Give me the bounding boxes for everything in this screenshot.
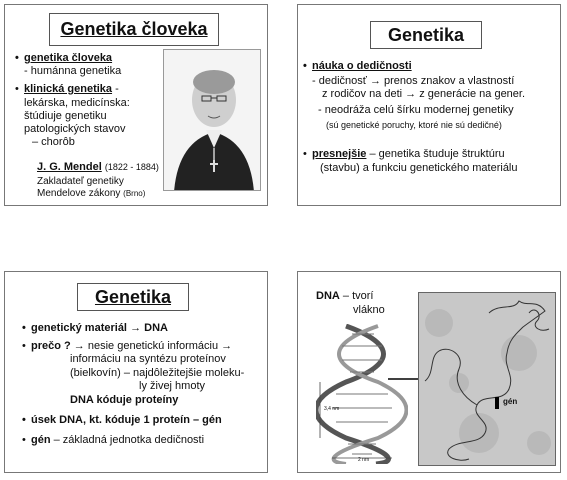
arrow-right-icon: → xyxy=(369,75,381,87)
mendel-name-line xyxy=(37,161,159,174)
item-gen xyxy=(31,434,204,447)
slide-title-text: Genetika človeka xyxy=(60,19,208,39)
arrow-right-icon: → xyxy=(130,322,142,334)
sub-dedicnost-text: prenos znakov a vlastností xyxy=(384,75,515,87)
klinicka-label: klinická genetika xyxy=(24,83,113,95)
arrow-right-icon: → xyxy=(73,340,85,352)
item-preco-line2: informáciu na syntézu proteínov xyxy=(70,353,226,365)
preco-text-a: nesie genetickú informáciu xyxy=(87,340,219,352)
item-preco-line4: ly živej hmoty xyxy=(139,380,206,392)
klinicka-line-2: štúdiuje genetiku xyxy=(24,110,107,122)
sub-dedicnost-line2 xyxy=(322,88,525,101)
item-preco-line5: DNA kóduje proteíny xyxy=(70,394,179,406)
item-usek-dna: • úsek DNA, kt. kóduje 1 proteín – gén xyxy=(31,414,222,427)
preco-bielkovin: (bielkovín) xyxy=(70,367,121,379)
gen-text: – základná jednotka dedičnosti xyxy=(50,434,205,446)
mendel-years: (1822 - 1884) xyxy=(104,162,159,172)
mendel-zakony: Mendelove zákony xyxy=(37,188,121,199)
slide-title xyxy=(77,283,189,311)
item-preco-line3 xyxy=(70,367,244,380)
geneticky-material-label: genetický materiál xyxy=(31,322,127,334)
sub-dedicnost-label: - dedičnosť xyxy=(312,75,367,87)
dna-label: DNA xyxy=(144,322,168,334)
sub-neodraza: - neodráža celú šírku modernej genetiky xyxy=(318,104,514,116)
item-genetika-cloveka: • genetika človeka xyxy=(24,52,112,65)
item-nauka: • náuka o dedičnosti xyxy=(312,60,412,73)
dna-caption-text: – tvorí xyxy=(339,290,374,302)
presnejsie-label: presnejšie xyxy=(312,148,367,160)
sub-poruchy: (sú genetické poruchy, ktoré nie sú dedičné) xyxy=(326,120,502,130)
klinicka-line-3: patologických stavov xyxy=(24,123,126,135)
slide-4 xyxy=(297,271,561,473)
gen-marker-label: gén xyxy=(503,397,518,406)
slide-1 xyxy=(4,4,268,206)
item-geneticky-material xyxy=(31,322,168,335)
presnejsie-text: – genetika študuje štruktúru xyxy=(366,148,505,160)
mendel-name: J. G. Mendel xyxy=(37,161,102,173)
slide-title-text: Genetika xyxy=(94,286,172,307)
sub-dedicnost-deti: z rodičov na deti xyxy=(322,88,403,100)
slide-2 xyxy=(297,4,561,206)
arrow-right-icon: → xyxy=(405,88,417,100)
item-klinicka xyxy=(24,83,119,96)
item-preco-line1 xyxy=(31,340,232,353)
klinicka-line-1: lekárska, medicínska: xyxy=(24,97,130,109)
slide-title-text: Genetika xyxy=(387,24,465,45)
preco-najdolezitejsie: – najdôležitejšie moleku- xyxy=(123,367,245,379)
slide-title xyxy=(49,13,219,46)
dna-caption-label: DNA xyxy=(316,290,340,302)
dna-helix-diagram xyxy=(316,324,408,464)
arrow-right-icon: → xyxy=(221,340,233,352)
sub-dedicnost-gener: z generácie na gener. xyxy=(419,88,526,100)
mendel-portrait-image xyxy=(163,49,261,191)
mendel-zakladatel: Zakladateľ genetiky xyxy=(37,176,124,187)
item-presnejsie-line2: (stavbu) a funkciu genetického materiálu xyxy=(320,162,518,174)
measure-pitch: 3,4 nm xyxy=(324,406,340,412)
slide-3 xyxy=(4,271,268,473)
dna-caption-line1 xyxy=(316,290,373,303)
item-presnejsie-line1 xyxy=(312,148,505,161)
item-humanna: - humánna genetika xyxy=(24,65,122,77)
measure-width: 2 nm xyxy=(358,457,370,463)
mendel-city: (Brno) xyxy=(123,189,146,198)
dna-caption-line2: vlákno xyxy=(353,304,385,316)
slide-title xyxy=(370,21,482,49)
gen-label: gén xyxy=(31,434,51,446)
dna-micrograph-image xyxy=(418,292,556,466)
mendel-zakony-line xyxy=(37,187,145,200)
klinicka-line-4: – chorôb xyxy=(32,136,75,148)
sub-dedicnost-line1 xyxy=(312,75,514,88)
preco-label: prečo ? xyxy=(31,340,71,352)
klinicka-dash: - xyxy=(112,83,119,95)
